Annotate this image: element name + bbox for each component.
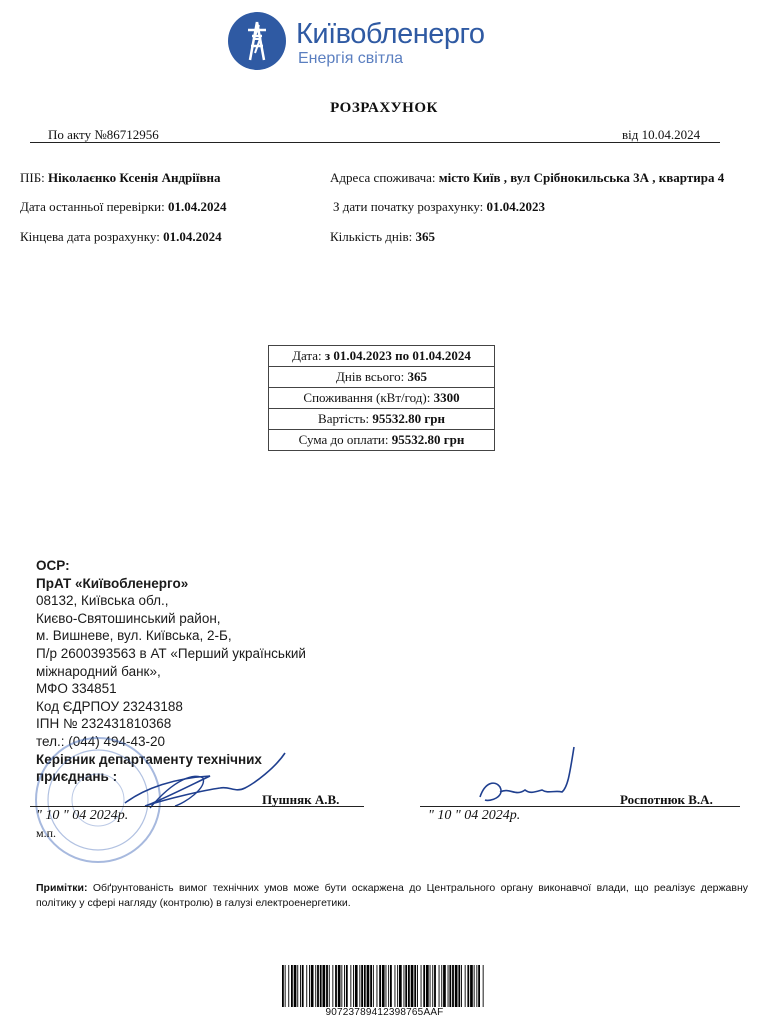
total-days-value: 365 [407, 369, 427, 384]
cost-value: 95532.80 грн [372, 411, 445, 426]
right-signature-date: " 10 " 04 2024р. [428, 808, 521, 823]
pib-value: Ніколаєнко Ксенія Андріївна [48, 170, 221, 185]
osr-line: м. Вишневе, вул. Київська, 2-Б, [36, 628, 232, 644]
osr-line: Код ЄДРПОУ 23243188 [36, 698, 183, 714]
summary-row-consumption [269, 388, 495, 409]
last-check-row [20, 199, 226, 215]
end-date-row [20, 229, 222, 245]
note [36, 881, 748, 910]
barcode-bar [294, 965, 297, 1007]
days-label: Кількість днів: [330, 229, 416, 244]
barcode-bar [297, 965, 298, 1007]
osr-line: ІПН № 232431810368 [36, 716, 172, 732]
barcode-bar [300, 965, 301, 1007]
barcode-bar [405, 965, 407, 1007]
due-label: Сума до оплати: [298, 432, 392, 447]
barcode-bar [395, 965, 396, 1007]
barcode-bar [379, 965, 381, 1007]
barcode-bar [317, 965, 319, 1007]
osr-line: міжнародний банк», [36, 663, 161, 679]
end-date-value: 01.04.2024 [163, 229, 222, 244]
barcode-bar [434, 965, 436, 1007]
barcode-bar [476, 965, 477, 1007]
barcode-bar [335, 965, 337, 1007]
start-date-label: З дати початку розрахунку: [333, 199, 487, 214]
pib-row [20, 170, 221, 186]
barcode-bar [399, 965, 402, 1007]
address-row [330, 170, 724, 186]
barcode-bar [353, 965, 354, 1007]
right-signature [470, 742, 590, 812]
barcode-bar [285, 965, 286, 1007]
consumption-value: 3300 [433, 390, 460, 405]
barcode-bar [323, 965, 326, 1007]
summary-row-cost [269, 409, 495, 430]
barcode-bar [311, 965, 314, 1007]
barcode-bar [373, 965, 374, 1007]
barcode-bar [355, 965, 358, 1007]
osr-line: П/р 2600393563 в АТ «Перший український [36, 645, 306, 661]
summary-row-due [269, 430, 495, 451]
period-value: з 01.04.2023 по 01.04.2024 [324, 348, 471, 363]
barcode-bar [329, 965, 330, 1007]
stamp-place-label: м.п. [36, 826, 57, 840]
barcode-bar [350, 965, 351, 1007]
barcode-bar [467, 965, 469, 1007]
barcode-bar [455, 965, 458, 1007]
act-underline [30, 142, 720, 143]
barcode-bar [326, 965, 328, 1007]
barcode-bar [417, 965, 418, 1007]
cost-label: Вартість: [318, 411, 373, 426]
logo-tagline: Енергія світла [298, 50, 404, 67]
barcode-bar [474, 965, 475, 1007]
barcode-bar [426, 965, 429, 1007]
barcode-bar [458, 965, 460, 1007]
barcode-bar [359, 965, 360, 1007]
barcode-bar [306, 965, 307, 1007]
power-tower-icon [228, 12, 286, 70]
barcode-bar [367, 965, 370, 1007]
barcode-bar [315, 965, 316, 1007]
barcode-bar [432, 965, 433, 1007]
days-row [330, 229, 435, 245]
barcode-bar [291, 965, 293, 1007]
barcode-bar [341, 965, 342, 1007]
barcode-bar [414, 965, 416, 1007]
barcode-bar [441, 965, 442, 1007]
barcode-bar [478, 965, 480, 1007]
barcode-bar [465, 965, 466, 1007]
last-check-label: Дата останньої перевірки: [20, 199, 168, 214]
barcode-bar [439, 965, 440, 1007]
total-days-label: Днів всього: [336, 369, 408, 384]
barcode-bar [448, 965, 449, 1007]
barcode-bar [443, 965, 446, 1007]
left-signature-date: " 10 " 04 2024р. [36, 808, 129, 823]
period-label: Дата: [292, 348, 325, 363]
summary-table [268, 345, 495, 451]
head-title-line-2: приєднань : [36, 769, 118, 785]
address-value: місто Київ , вул Срібнокильська 3А , квартира 4 [438, 170, 725, 185]
barcode-bar [338, 965, 341, 1007]
barcode-bar [344, 965, 345, 1007]
osr-line: 08132, Київська обл., [36, 593, 169, 609]
note-text: Обґрунтованість вимог технічних умов може бути оскаржена до Центрального органу виконавчої влади, що реалізує державну політику у сфері нагляду (контролю) в галузі електроенергетики. [36, 882, 748, 909]
company-logo [228, 12, 548, 74]
right-signatory-name: Роспотнюк В.А. [620, 792, 713, 807]
osr-line: МФО 334851 [36, 681, 117, 697]
summary-row-days [269, 367, 495, 388]
barcode-bar [408, 965, 410, 1007]
barcode-bar [346, 965, 348, 1007]
barcode-bar [461, 965, 462, 1007]
osr-company: ПрАТ «Київобленерго» [36, 575, 189, 591]
barcode-bar [361, 965, 363, 1007]
barcode-bar [470, 965, 473, 1007]
note-label: Примітки: [36, 882, 88, 894]
start-date-value: 01.04.2023 [486, 199, 546, 214]
barcode-bar [288, 965, 289, 1007]
left-signature-line [30, 806, 364, 807]
barcode-bar [388, 965, 389, 1007]
barcode-bar [390, 965, 392, 1007]
barcode-bar [309, 965, 310, 1007]
barcode-bar [421, 965, 422, 1007]
act-date: від 10.04.2024 [622, 127, 701, 142]
pib-label: ПІБ: [20, 170, 49, 185]
consumption-label: Споживання (кВт/год): [303, 390, 434, 405]
barcode-bar [364, 965, 366, 1007]
days-value: 365 [415, 229, 435, 244]
barcode-bar [452, 965, 454, 1007]
logo-name: Київобленерго [296, 18, 485, 50]
barcode-bar [382, 965, 385, 1007]
barcode-bar [377, 965, 378, 1007]
end-date-label: Кінцева дата розрахунку: [20, 229, 164, 244]
barcode-bar [320, 965, 322, 1007]
barcode-bar [386, 965, 387, 1007]
act-number: По акту №86712956 [48, 127, 159, 142]
last-check-value: 01.04.2024 [167, 199, 227, 214]
barcode-bar [302, 965, 304, 1007]
start-date-row [333, 199, 545, 215]
barcode-bar [411, 965, 414, 1007]
barcode-bar [370, 965, 372, 1007]
barcode-bar [332, 965, 333, 1007]
document-title: РОЗРАХУНОК [330, 100, 438, 116]
barcode [282, 965, 487, 1007]
osr-line: Києво-Святошинський район, [36, 610, 221, 626]
barcode-bar [404, 965, 405, 1007]
osr-line: тел.: (044) 494-43-20 [36, 733, 166, 749]
due-value: 95532.80 грн [391, 432, 465, 447]
summary-row-period [269, 346, 495, 367]
barcode-bar [430, 965, 431, 1007]
barcode-bar [397, 965, 398, 1007]
right-signature-line [420, 806, 740, 807]
barcode-bar [483, 965, 484, 1007]
address-label: Адреса споживача: [330, 170, 439, 185]
left-signatory-name: Пушняк А.В. [262, 792, 340, 807]
head-title-line-1: Керівник департаменту технічних [36, 751, 262, 767]
barcode-number: 90723789412398765AAF [325, 1007, 444, 1018]
barcode-bar [282, 965, 284, 1007]
barcode-bar [423, 965, 425, 1007]
barcode-bar [449, 965, 451, 1007]
osr-heading: ОСР: [36, 558, 70, 573]
